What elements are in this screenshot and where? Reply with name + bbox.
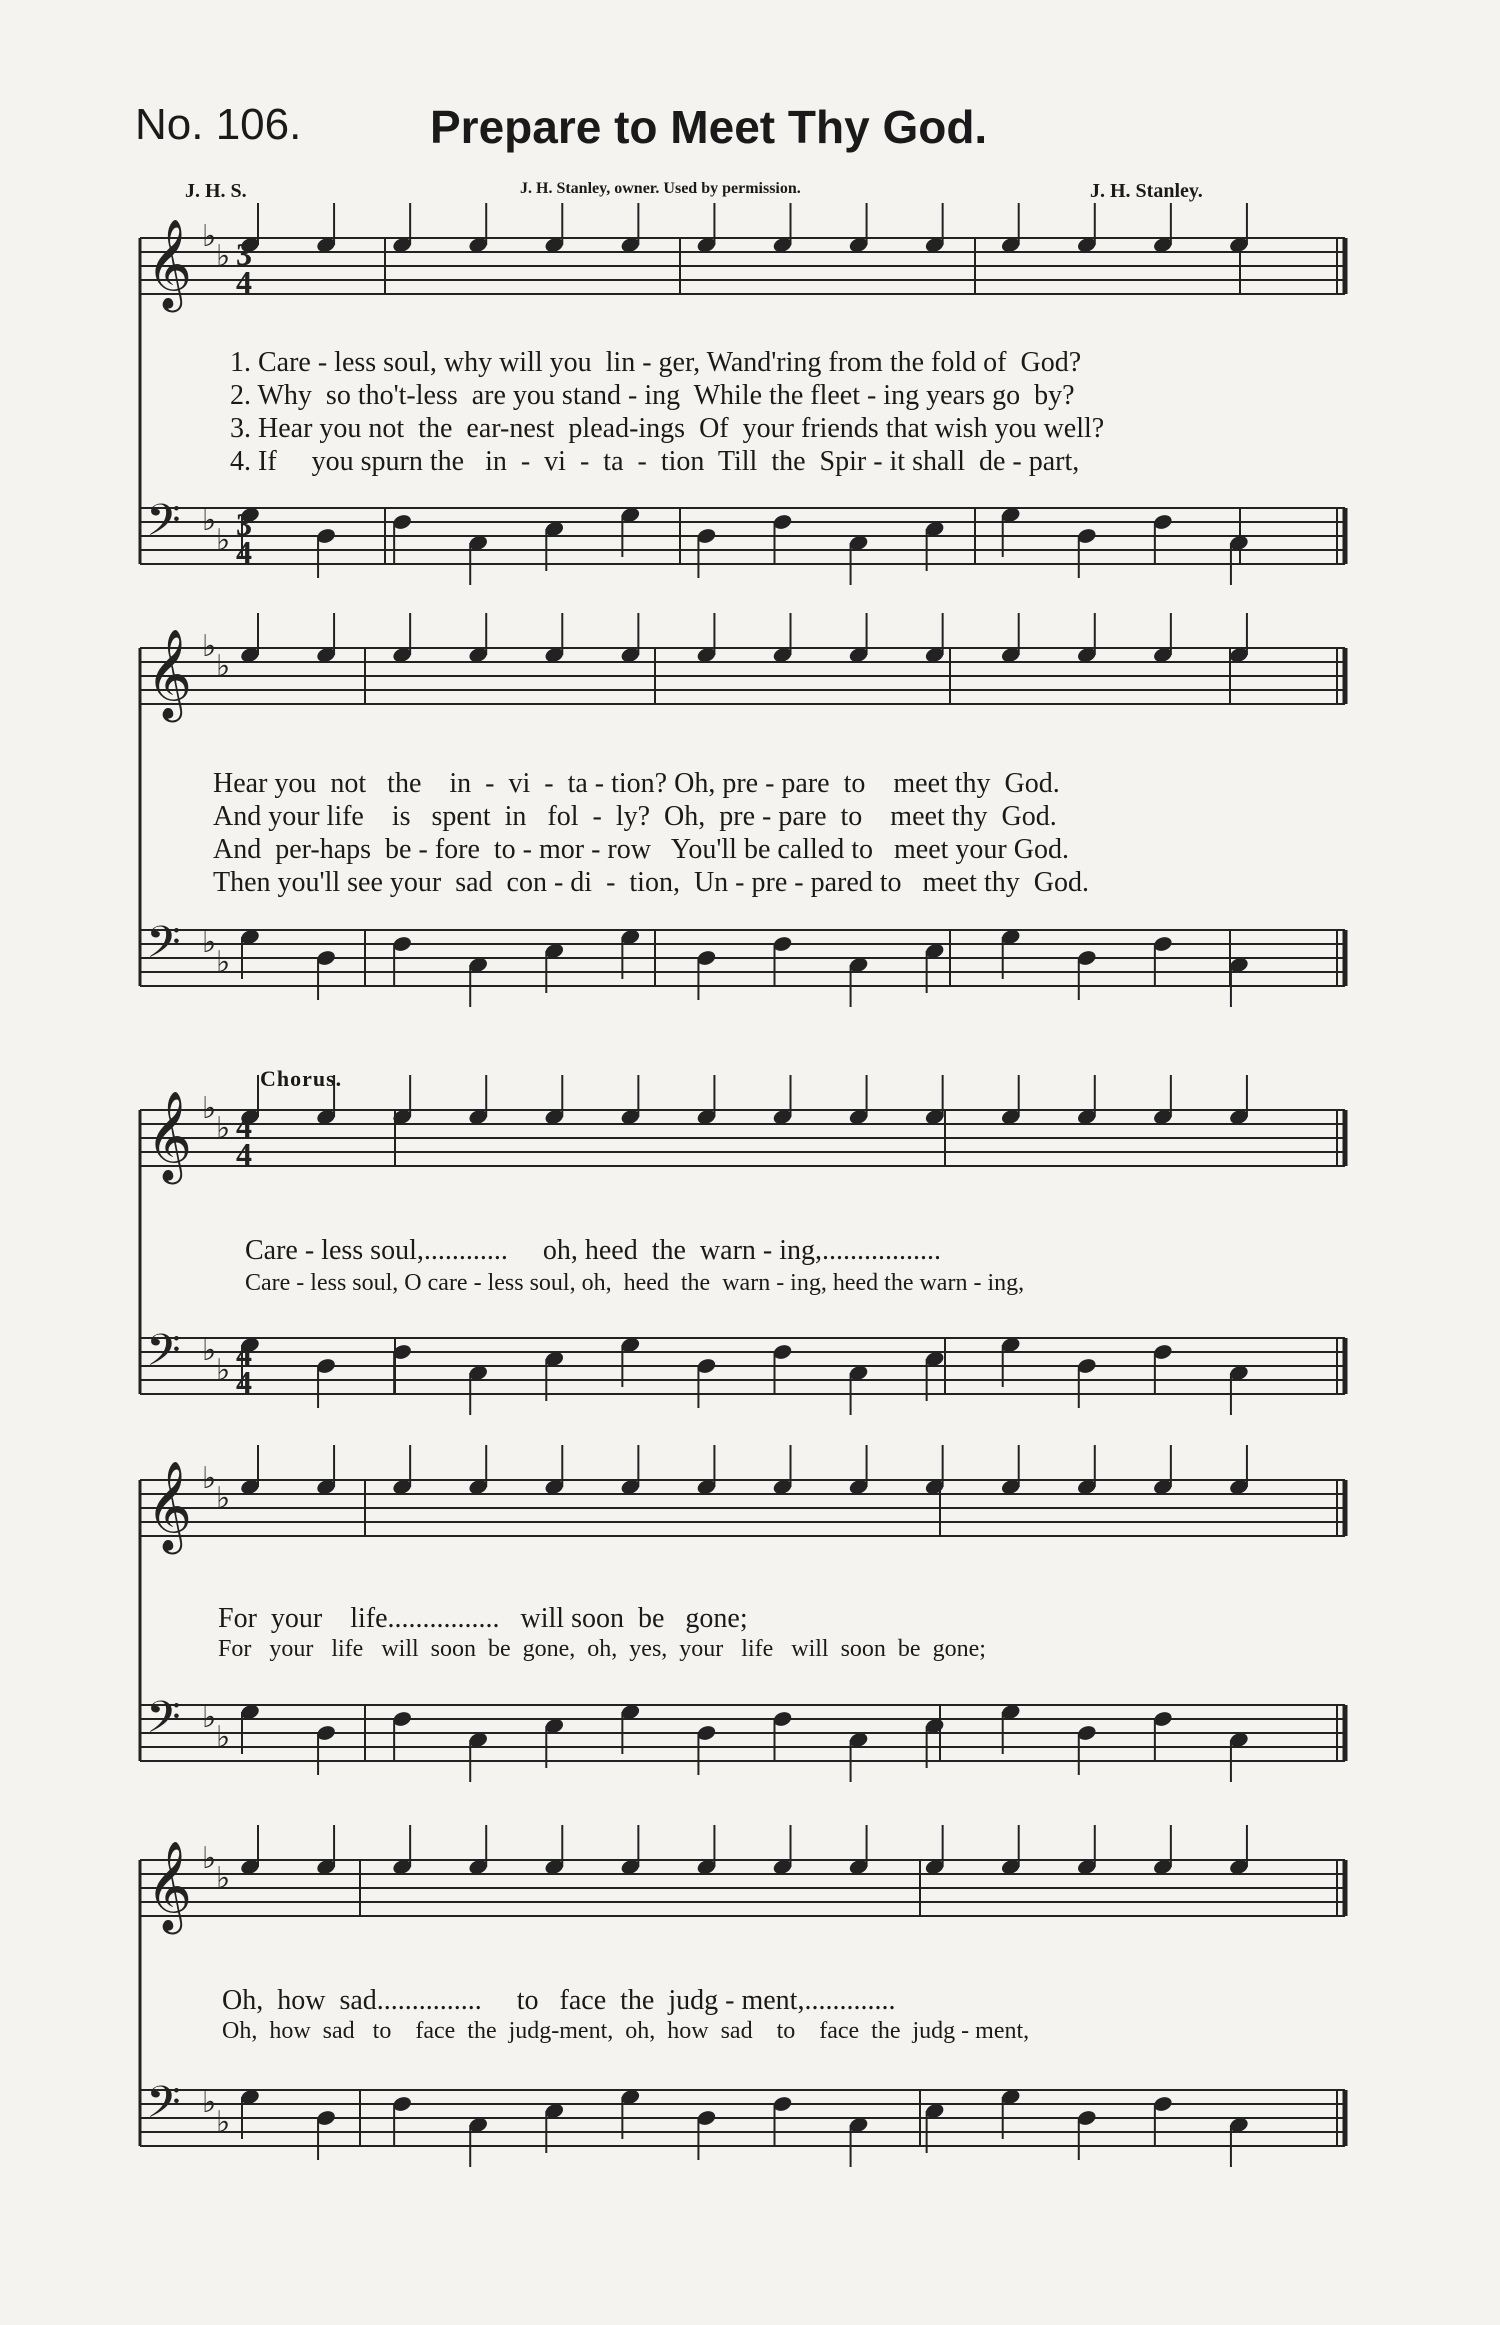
chorus-melody-line-1: Care - less soul,............ oh, heed the warn - ing,................. <box>245 1235 941 1266</box>
time-signature-denominator: 4 <box>236 1136 252 1172</box>
time-signature-numerator: 4 <box>236 1108 252 1144</box>
verse-3-line-2: And per-haps be - fore to - mor - row You'll be called to meet your God. <box>213 834 1069 865</box>
bass-clef-icon: 𝄢 <box>146 1691 181 1754</box>
verse-2-line-2: And your life is spent in fol - ly? Oh, pre - pare to meet thy God. <box>213 801 1057 832</box>
treble-clef-icon: 𝄞 <box>146 629 193 719</box>
hymn-number: No. 106. <box>135 100 302 149</box>
flat-icon: ♭ <box>216 239 231 274</box>
treble-clef-icon: 𝄞 <box>146 1461 193 1551</box>
flat-icon: ♭ <box>202 1333 217 1368</box>
flat-icon: ♭ <box>216 945 231 980</box>
lyricist-credit: J. H. S. <box>185 180 247 202</box>
time-signature-numerator: 3 <box>236 236 252 272</box>
flat-icon: ♭ <box>216 1481 231 1516</box>
flat-icon: ♭ <box>202 219 217 254</box>
flat-icon: ♭ <box>216 523 231 558</box>
chorus-alto-line-2: For your life will soon be gone, oh, yes, your life will soon be gone; <box>218 1636 986 1662</box>
flat-icon: ♭ <box>202 1461 217 1496</box>
treble-clef-icon: 𝄞 <box>146 1841 193 1931</box>
flat-icon: ♭ <box>202 629 217 664</box>
verse-3-line-1: 3. Hear you not the ear-nest plead-ings Of your friends that wish you well? <box>230 413 1105 444</box>
chorus-melody-line-2: For your life................ will soon be gone; <box>218 1603 748 1634</box>
flat-icon: ♭ <box>202 2085 217 2120</box>
bass-clef-icon: 𝄢 <box>146 1324 181 1387</box>
flat-icon: ♭ <box>202 1091 217 1126</box>
bass-clef-icon: 𝄢 <box>146 2076 181 2139</box>
chorus-alto-line-3: Oh, how sad to face the judg-ment, oh, how sad to face the judg - ment, <box>222 2018 1030 2044</box>
treble-clef-icon: 𝄞 <box>146 1091 193 1181</box>
hymn-title: Prepare to Meet Thy God. <box>430 101 988 153</box>
flat-icon: ♭ <box>202 925 217 960</box>
chorus-label: Chorus. <box>260 1066 343 1091</box>
time-signature-numerator: 4 <box>236 1336 252 1372</box>
chorus-melody-line-3: Oh, how sad............... to face the judg - ment,............. <box>222 1985 896 2016</box>
treble-clef-icon: 𝄞 <box>146 219 193 309</box>
verse-1-line-2: Hear you not the in - vi - ta - tion? Oh, pre - pare to meet thy God. <box>213 768 1060 799</box>
verse-4-line-1: 4. If you spurn the in - vi - ta - tion Till the Spir - it shall de - part, <box>230 446 1080 477</box>
verse-4-line-2: Then you'll see your sad con - di - tion, Un - pre - pared to meet thy God. <box>213 867 1089 898</box>
copyright-notice: J. H. Stanley, owner. Used by permission. <box>520 180 801 197</box>
time-signature-numerator: 3 <box>236 506 252 542</box>
flat-icon: ♭ <box>216 2105 231 2140</box>
chorus-alto-line-1: Care - less soul, O care - less soul, oh, heed the warn - ing, heed the warn - ing, <box>245 1270 1025 1296</box>
composer-credit: J. H. Stanley. <box>1090 180 1203 202</box>
flat-icon: ♭ <box>216 1720 231 1755</box>
flat-icon: ♭ <box>216 1353 231 1388</box>
bass-clef-icon: 𝄢 <box>146 916 181 979</box>
flat-icon: ♭ <box>202 1841 217 1876</box>
time-signature-denominator: 4 <box>236 534 252 570</box>
flat-icon: ♭ <box>216 649 231 684</box>
flat-icon: ♭ <box>216 1861 231 1896</box>
flat-icon: ♭ <box>202 1700 217 1735</box>
bass-clef-icon: 𝄢 <box>146 494 181 557</box>
flat-icon: ♭ <box>216 1111 231 1146</box>
verse-1-line-1: 1. Care - less soul, why will you lin - ger, Wand'ring from the fold of God? <box>230 347 1082 378</box>
verse-2-line-1: 2. Why so tho't-less are you stand - ing While the fleet - ing years go by? <box>230 380 1075 411</box>
time-signature-denominator: 4 <box>236 264 252 300</box>
flat-icon: ♭ <box>202 503 217 538</box>
time-signature-denominator: 4 <box>236 1364 252 1400</box>
